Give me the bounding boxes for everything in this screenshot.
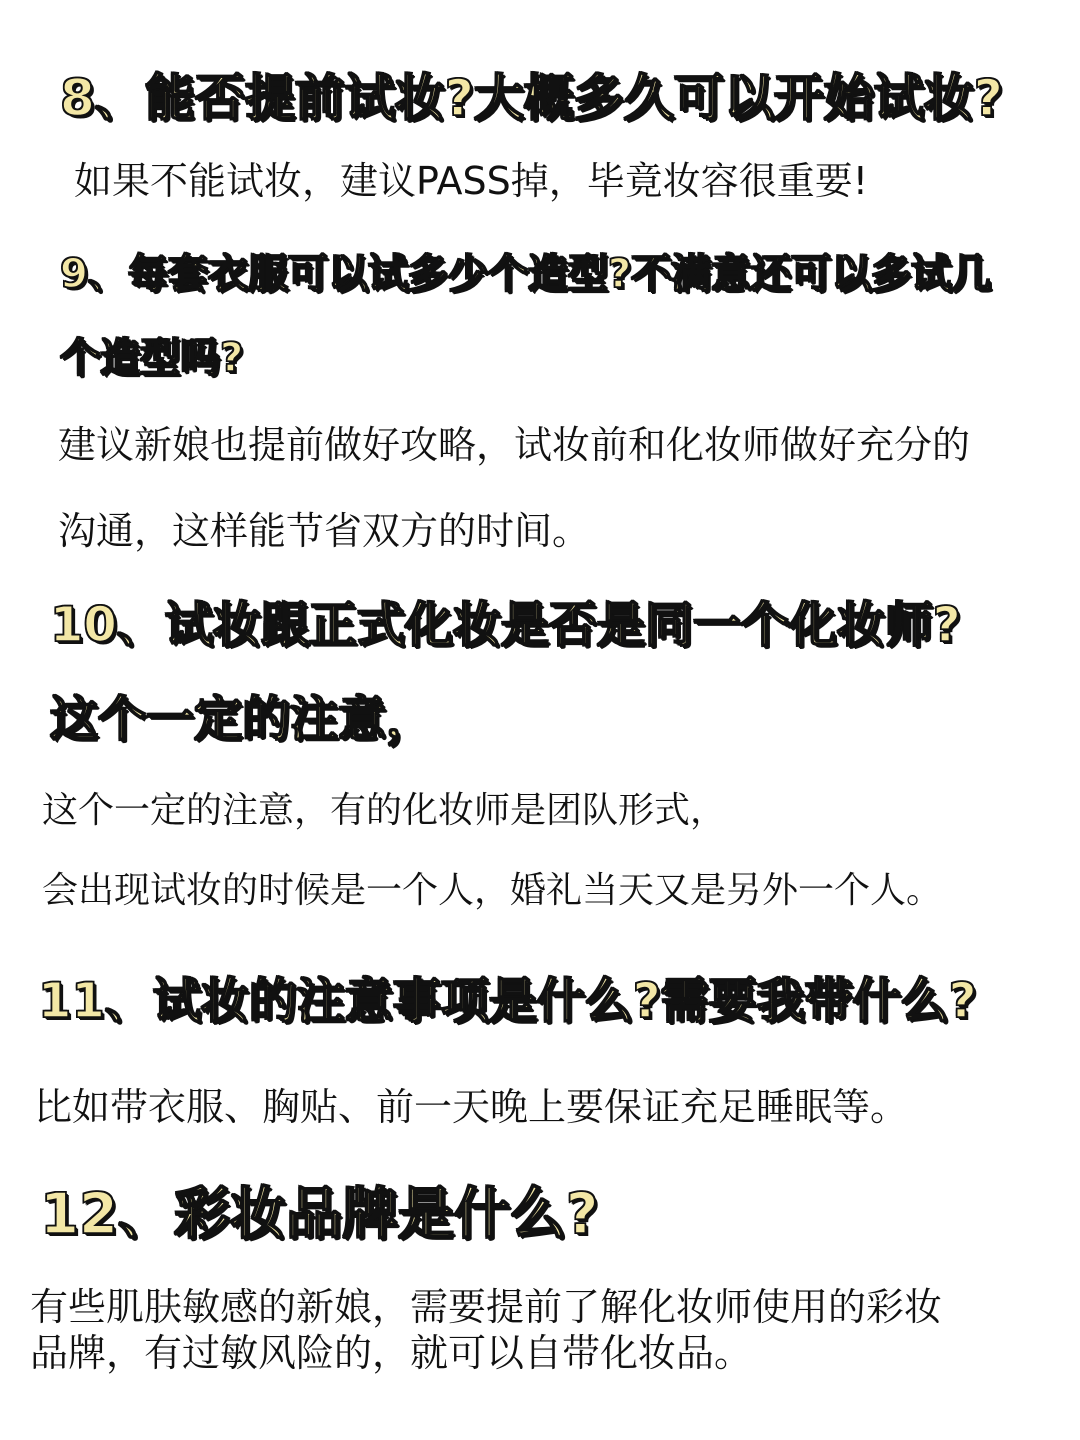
question-11: 11、试妆的注意事项是什么?需要我带什么? bbox=[38, 973, 977, 1029]
question-9-line-1: 9、每套衣服可以试多少个造型?不满意还可以多试几 bbox=[60, 251, 992, 297]
answer-12-line-2: 品牌，有过敏风险的，就可以自带化妆品。 bbox=[30, 1331, 753, 1375]
question-10-line-2: 这个一定的注意， bbox=[50, 691, 435, 747]
answer-10-line-1: 这个一定的注意，有的化妆师是团队形式， bbox=[42, 790, 727, 831]
answer-9-line-2: 沟通，这样能节省双方的时间。 bbox=[58, 509, 591, 553]
answer-11-line-1: 比如带衣服、胸贴、前一天晚上要保证充足睡眠等。 bbox=[34, 1085, 909, 1129]
question-12: 12、彩妆品牌是什么? bbox=[40, 1182, 599, 1247]
answer-9-line-1: 建议新娘也提前做好攻略，试妆前和化妆师做好充分的 bbox=[58, 423, 971, 467]
question-9-line-2: 个造型吗? bbox=[60, 335, 244, 381]
answer-12-line-1: 有些肌肤敏感的新娘，需要提前了解化妆师使用的彩妆 bbox=[30, 1285, 943, 1329]
question-8: 8、能否提前试妆?大概多久可以开始试妆? bbox=[60, 69, 1003, 127]
answer-8-line-1: 如果不能试妆，建议PASS掉，毕竟妆容很重要! bbox=[74, 159, 868, 203]
question-10-line-1: 10、试妆跟正式化妆是否是同一个化妆师? bbox=[50, 597, 961, 653]
answer-10-line-2: 会出现试妆的时候是一个人，婚礼当天又是另外一个人。 bbox=[42, 870, 943, 911]
